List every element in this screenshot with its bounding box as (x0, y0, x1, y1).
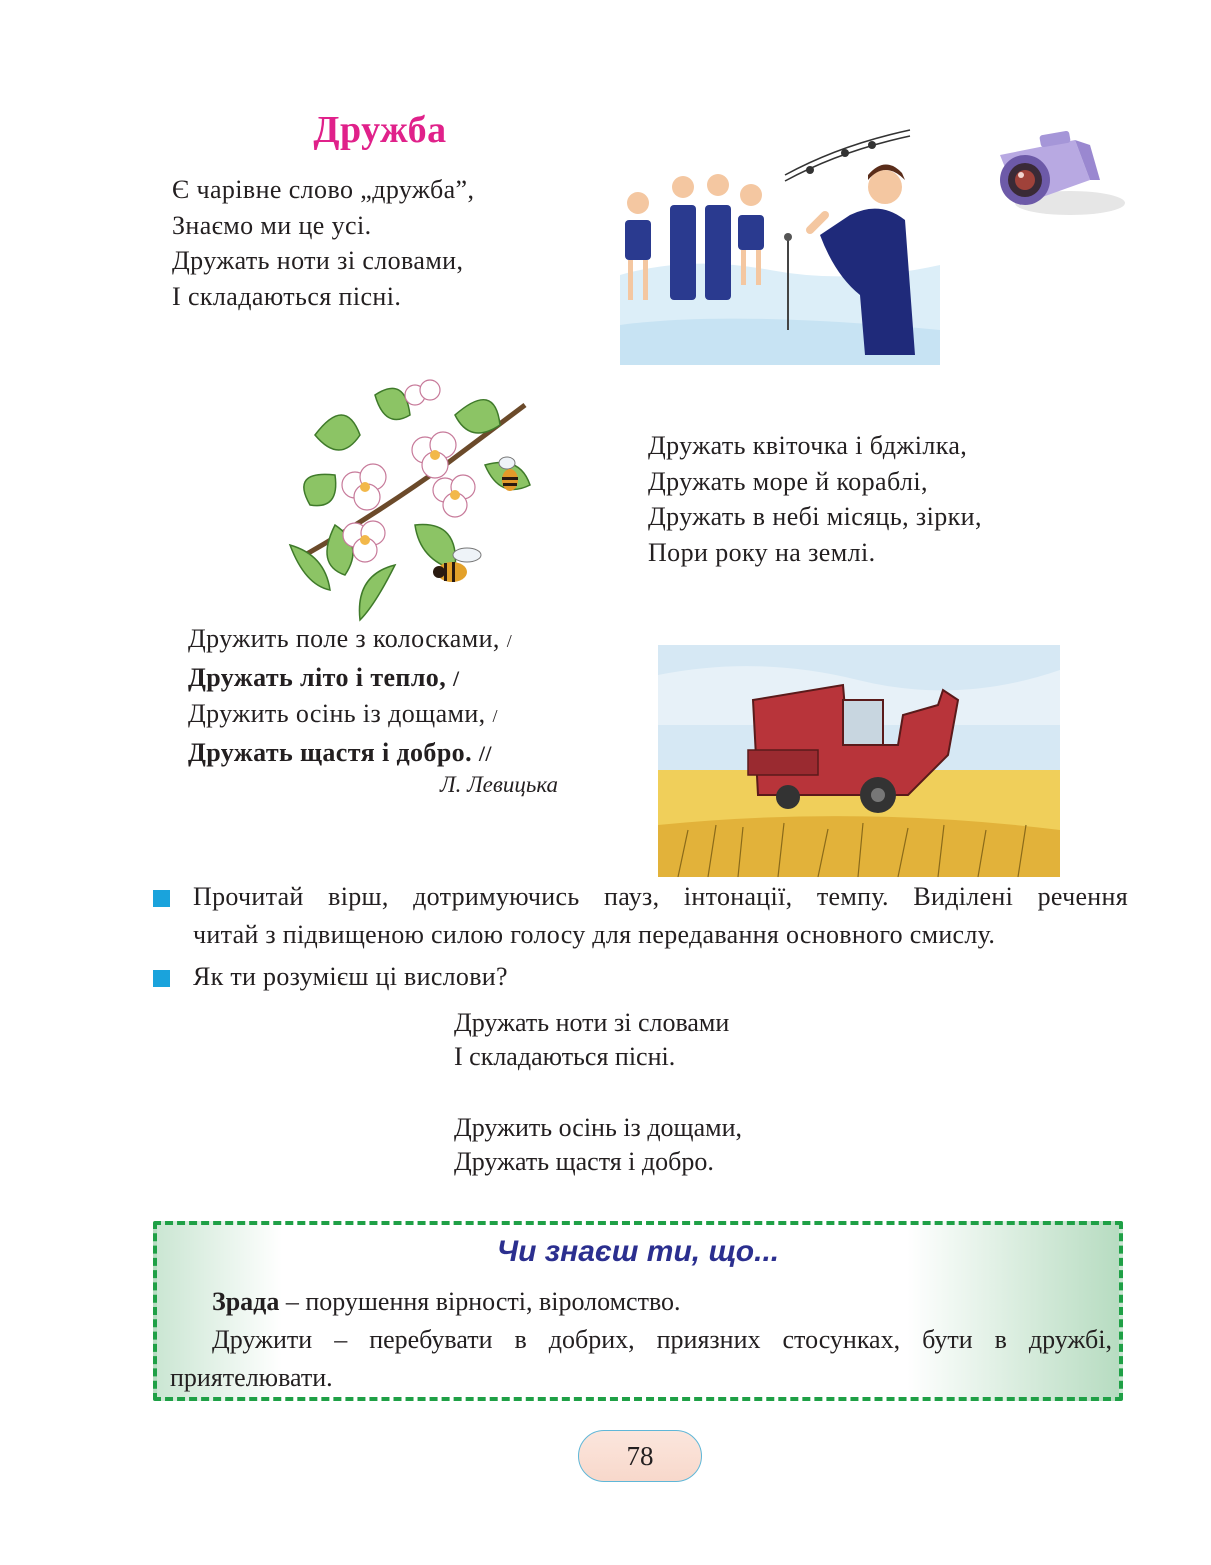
poem-line: Дружать море й кораблі, (648, 466, 928, 496)
quote-line: Дружать щастя і добро. (454, 1147, 714, 1176)
poem-line: Дружить осінь із дощами, / (188, 699, 498, 728)
task-bullet (153, 890, 170, 907)
camera-icon (985, 125, 1127, 225)
combine-harvester-illustration (658, 645, 1060, 877)
stanza-2 (648, 428, 982, 570)
quote-line: Дружить осінь із дощами, (454, 1113, 742, 1142)
quote-1 (454, 1006, 729, 1074)
did-you-know-title: Чи знаєш ти, що... (496, 1235, 780, 1268)
stanza-1 (172, 172, 474, 314)
task-1-line: читай з підвищеною силою голосу для передавання основного смислу. (193, 920, 996, 949)
choir-illustration (610, 125, 945, 365)
definition-2: Дружити – перебувати в добрих, приязних стосунках, бути в дружбі, приятелювати. (170, 1325, 1112, 1392)
poem-line: Знаємо ми це усі. (172, 210, 372, 240)
bee-icon (432, 545, 487, 585)
quote-2 (454, 1111, 742, 1179)
poem-line-emphasized: Дружать щастя і добро. // (188, 737, 492, 767)
pause-mark: / (506, 631, 513, 651)
task-1-line: Прочитай вірш, дотримуючись пауз, інтонації, темпу. Виділені речення (193, 882, 1128, 911)
bee-icon (495, 455, 525, 495)
poem-line: Пори року на землі. (648, 537, 876, 567)
page-number: 78 (578, 1430, 702, 1482)
poem-line: Є чарівне слово „дружба”, (172, 175, 475, 204)
pause-mark: / (453, 665, 460, 691)
task-1 (193, 878, 1128, 954)
did-you-know-box (153, 1221, 1123, 1401)
quote-line: Дружать ноти зі словами (454, 1008, 730, 1037)
task-2-line: Як ти розумієш ці вислови? (193, 962, 508, 991)
term: Зрада (212, 1287, 280, 1316)
poem-line: Дружать в небі місяць, зірки, (648, 502, 982, 531)
pause-mark: // (478, 740, 492, 766)
quote-line: І складаються пісні. (454, 1042, 676, 1071)
poem-line: І складаються пісні. (172, 281, 402, 311)
poem-author: Л. Левицька (440, 772, 558, 797)
poem-title: Дружба (313, 109, 447, 151)
apple-blossom-illustration (285, 375, 550, 625)
task-bullet (153, 970, 170, 987)
definition-1: Зрада – порушення вірності, віроломство. (212, 1287, 681, 1316)
stanza-3 (188, 621, 512, 771)
task-2 (193, 958, 508, 996)
poem-line: Дружить поле з колосками, / (188, 624, 513, 653)
poem-line: Дружать квіточка і бджілка, (648, 431, 968, 460)
poem-line: Дружать ноти зі словами, (172, 246, 464, 275)
poem-line-emphasized: Дружать літо і тепло, / (188, 662, 460, 692)
pause-mark: / (492, 706, 498, 726)
